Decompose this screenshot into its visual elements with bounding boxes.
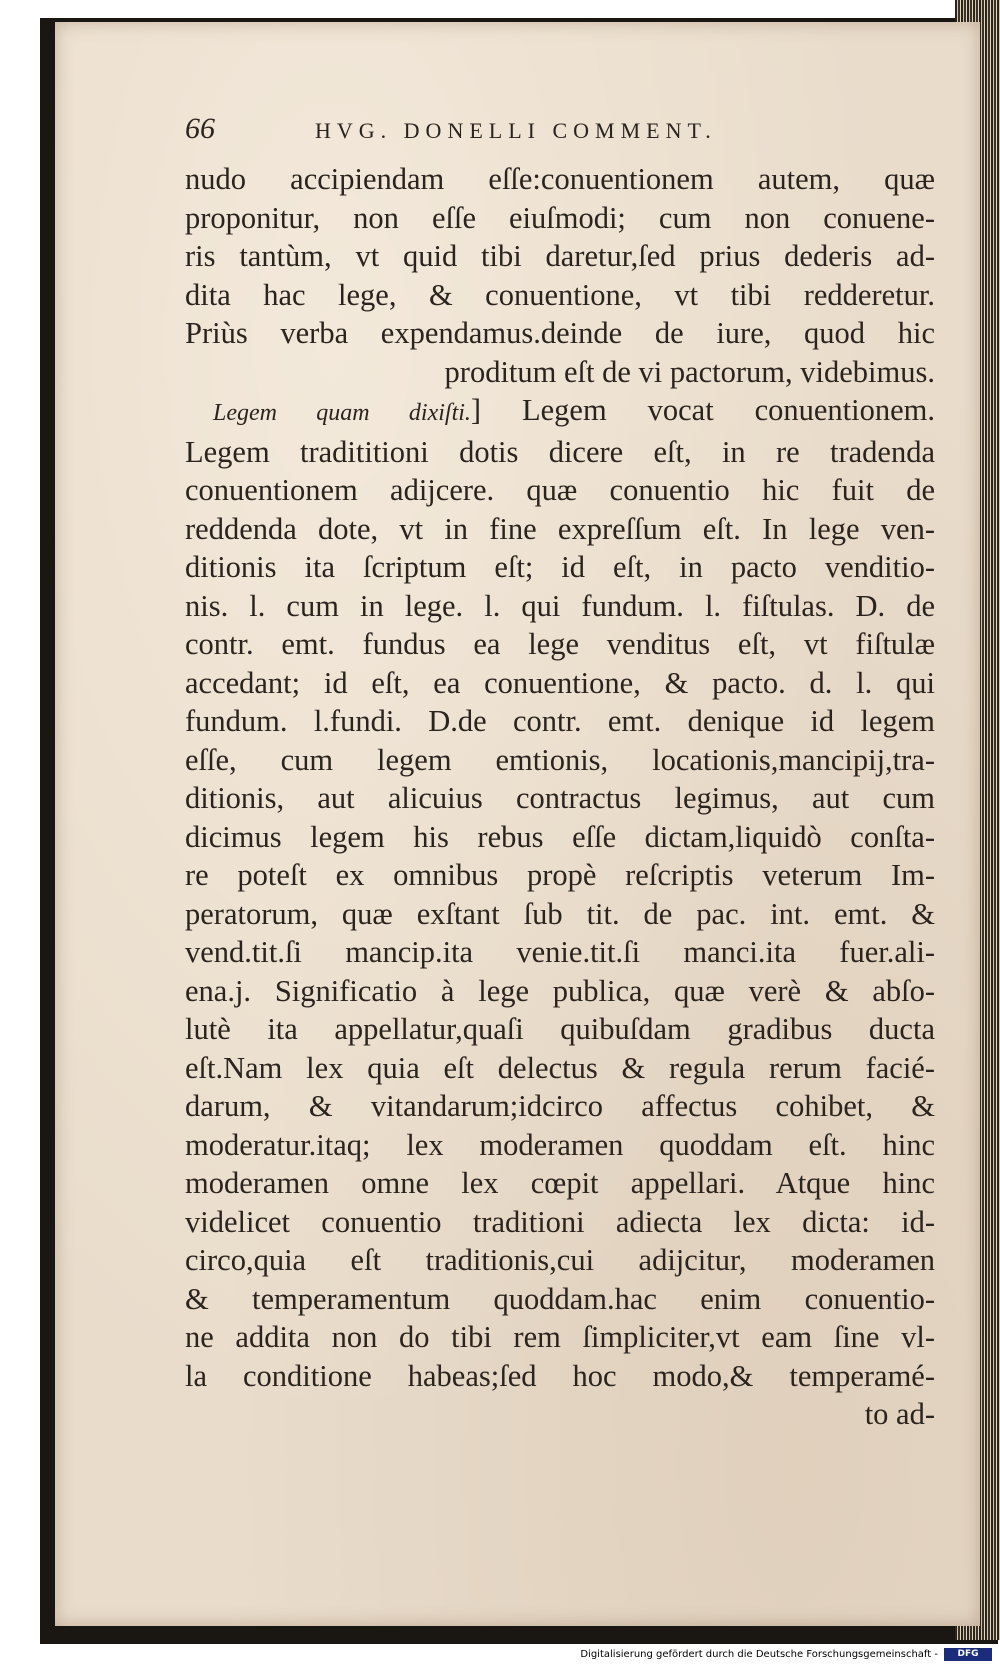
page-number: 66	[185, 112, 215, 145]
text-line: peratorum, quæ exſtant ſub tit. de pac. int. emt. &	[185, 896, 935, 931]
text-line: ditionis ita ſcriptum eſt; id eſt, in pacto venditio-	[185, 550, 935, 584]
text-line: accedant; id eſt, ea conuentione, & pacto. d. l. qui	[185, 665, 935, 700]
text-line: ena.j. Significatio à lege publica, quæ verè & abſo-	[185, 973, 935, 1008]
text-line: fundum. l.fundi. D.de contr. emt. denique id legem	[185, 704, 935, 738]
text-line: vend.tit.ſi mancip.ita venie.tit.ſi manci.ita fuer.ali-	[185, 935, 935, 969]
running-head: HVG. DONELLI COMMENT.	[315, 118, 717, 143]
text-line: ditionis, aut alicuius contractus legimus, aut cum	[185, 781, 935, 815]
text-line: proditum eſt de vi pactorum, videbimus.	[444, 354, 935, 389]
page-header	[185, 102, 935, 154]
text-line: proponitur, non eſſe eiuſmodi; cum non conuene-	[185, 200, 935, 235]
text-line: la conditione habeas;ſed hoc modo,& temperamé-	[185, 1358, 935, 1393]
lemma: Legem quam dixiſti.	[213, 400, 471, 426]
text-line: contr. emt. fundus ea lege venditus eſt, vt fiſtulæ	[185, 627, 935, 661]
text-line: circo,quia eſt traditionis,cui adijcitur, moderamen	[185, 1243, 935, 1277]
text-line: dita hac lege, & conuentione, vt tibi redderetur.	[185, 277, 935, 312]
page-content	[185, 102, 935, 1434]
lemma-gloss: ] Legem vocat conuentionem.	[470, 393, 935, 427]
text-line: lutè ita appellatur,quaſi quibuſdam gradibus ducta	[185, 1012, 935, 1046]
catchword: to ad-	[864, 1397, 935, 1431]
text-line: nudo accipiendam eſſe:conuentionem autem, quæ	[185, 162, 935, 196]
text-line: nis. l. cum in lege. l. qui fundum. l. fiſtulas. D. de	[185, 588, 935, 623]
text-line: darum, & vitandarum;idcirco affectus cohibet, &	[185, 1089, 935, 1123]
text-line: Priùs verba expendamus.deinde de iure, quod hic	[185, 316, 935, 350]
text-line: ne addita non do tibi rem ſimpliciter,vt eam ſine vl-	[185, 1320, 935, 1354]
text-line: Legem tradititioni dotis dicere eſt, in re tradenda	[185, 434, 935, 469]
funding-credit: Digitalisierung gefördert durch die Deutsche Forschungsgemeinschaft -	[580, 1649, 938, 1660]
text-line: & temperamentum quoddam.hac enim conuentio-	[185, 1281, 935, 1316]
text-line: eſt.Nam lex quia eſt delectus & regula rerum facié-	[185, 1050, 935, 1085]
text-line: dicimus legem his rebus eſſe dictam,liquidò conſta-	[185, 819, 935, 854]
dfg-logo: DFG	[944, 1648, 992, 1661]
text-line: videlicet conuentio traditioni adiecta lex dicta: id-	[185, 1204, 935, 1239]
body-text	[185, 160, 935, 1434]
text-line: moderatur.itaq; lex moderamen quoddam eſt. hinc	[185, 1127, 935, 1162]
text-line: eſſe, cum legem emtionis, locationis,mancipij,tra-	[185, 742, 935, 777]
text-line: ris tantùm, vt quid tibi daretur,ſed prius dederis ad-	[185, 239, 935, 273]
book-page	[55, 22, 980, 1626]
text-line: reddenda dote, vt in fine expreſſum eſt. In lege ven-	[185, 511, 935, 546]
lemma-line	[185, 391, 935, 433]
text-line: moderamen omne lex cœpit appellari. Atque hinc	[185, 1166, 935, 1200]
text-line: re poteſt ex omnibus propè reſcriptis veterum Im-	[185, 858, 935, 892]
text-line: conuentionem adijcere. quæ conuentio hic fuit de	[185, 473, 935, 507]
digitization-footer	[0, 1644, 1000, 1666]
